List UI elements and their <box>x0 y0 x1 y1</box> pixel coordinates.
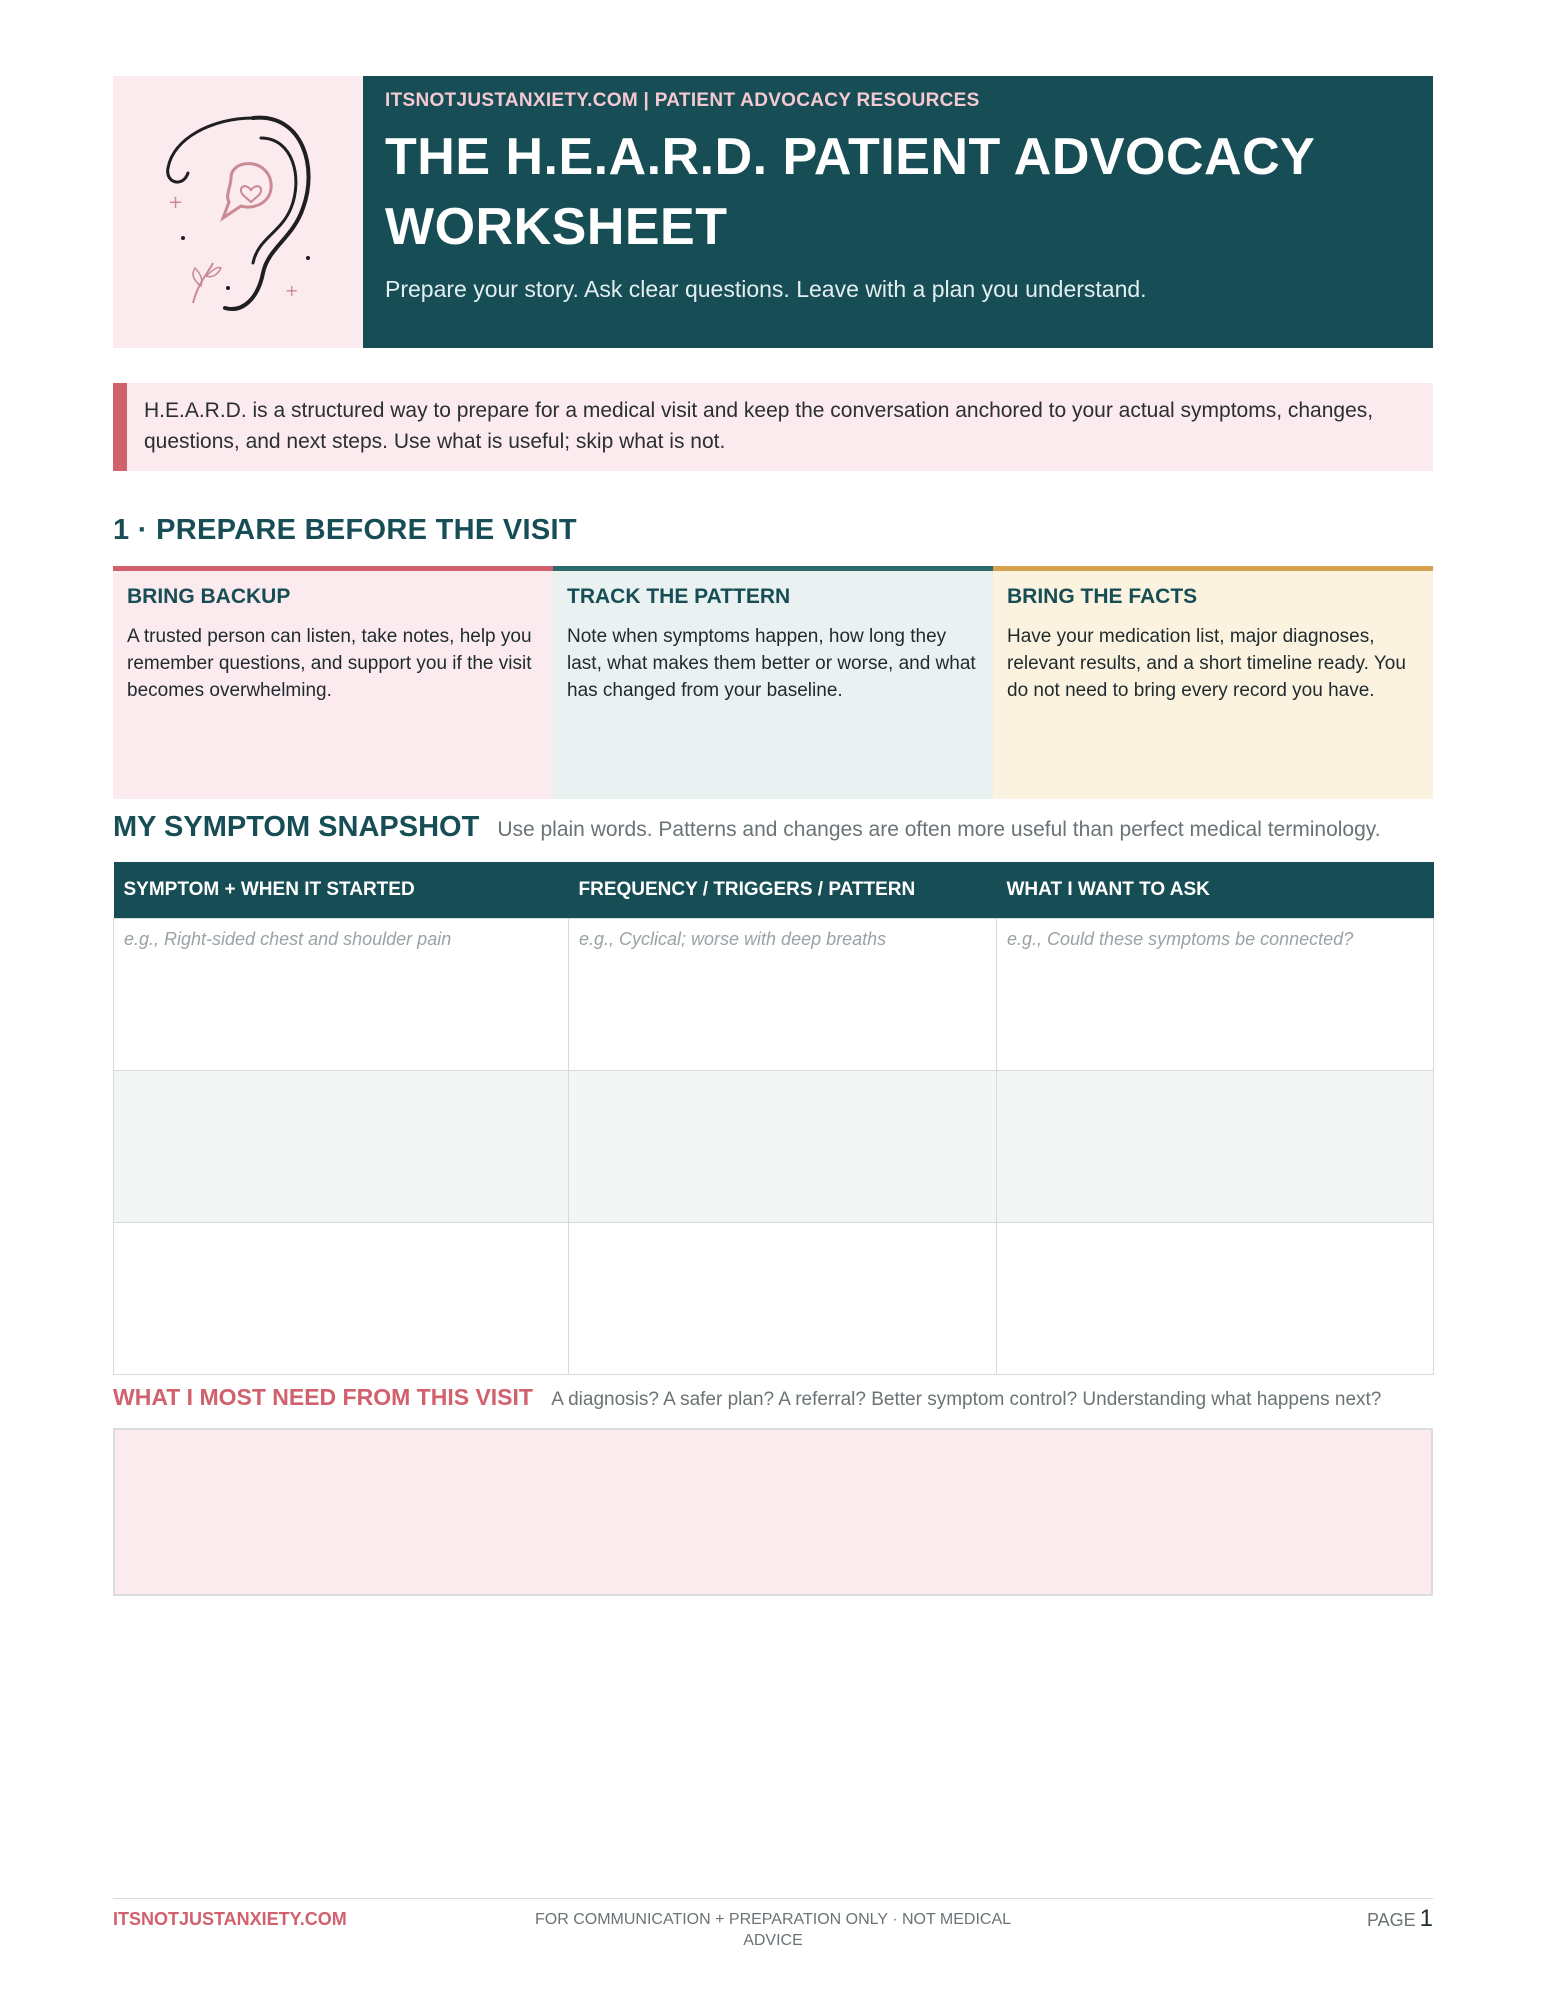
page-number-value: 1 <box>1419 1905 1433 1932</box>
need-title: WHAT I MOST NEED FROM THIS VISIT <box>113 1384 533 1410</box>
question-cell[interactable] <box>997 1071 1434 1223</box>
pattern-cell[interactable]: e.g., Cyclical; worse with deep breaths <box>569 919 997 1071</box>
worksheet-page <box>113 76 1433 1596</box>
page-subtitle: Prepare your story. Ask clear questions. Leave with a plan you understand. <box>385 276 1147 302</box>
title-panel <box>363 76 1433 348</box>
symptom-cell[interactable] <box>114 1223 569 1375</box>
card-text: Have your medication list, major diagnoses, relevant results, and a short timeline ready. You do not need to bring every record you have. <box>1007 626 1406 701</box>
section-heading-prepare: 1 · PREPARE BEFORE THE VISIT <box>113 514 577 546</box>
symptom-table <box>113 862 1434 1375</box>
svg-text:+: + <box>285 281 299 300</box>
brand-line: ITSNOTJUSTANXIETY.COM | PATIENT ADVOCACY RESOURCES <box>385 90 980 111</box>
table-row <box>114 919 1434 1071</box>
need-input-box[interactable] <box>113 1428 1433 1596</box>
snapshot-title: MY SYMPTOM SNAPSHOT <box>113 811 480 843</box>
logo <box>113 76 363 348</box>
ear-with-heart-speech-bubble-icon <box>153 98 323 328</box>
card-text: Note when symptoms happen, how long they last, what makes them better or worse, and what has changed from your baseline. <box>567 626 976 701</box>
column-header: SYMPTOM + WHEN IT STARTED <box>114 862 569 919</box>
header <box>113 76 1433 348</box>
card-track-pattern <box>553 566 993 799</box>
table-row <box>114 1223 1434 1375</box>
page-number <box>1367 1905 1433 1933</box>
snapshot-header <box>113 811 1433 844</box>
page-label: PAGE <box>1366 1910 1416 1930</box>
symptom-cell[interactable] <box>114 1071 569 1223</box>
question-cell[interactable] <box>997 1223 1434 1375</box>
need-header <box>113 1383 1433 1414</box>
column-header: WHAT I WANT TO ASK <box>997 862 1434 919</box>
card-bring-backup <box>113 566 553 799</box>
intro-callout: H.E.A.R.D. is a structured way to prepare for a medical visit and keep the conversation anchored to your actual symptoms, changes, questions, and next steps. Use what is useful; skip what is not. <box>113 383 1433 471</box>
snapshot-note: Use plain words. Patterns and changes are often more useful than perfect medical terminology. <box>497 818 1381 841</box>
card-title: BRING BACKUP <box>127 585 291 608</box>
card-title: TRACK THE PATTERN <box>567 585 791 608</box>
page-title <box>385 122 1411 262</box>
symptom-cell[interactable]: e.g., Right-sided chest and shoulder pain <box>114 919 569 1071</box>
card-text: A trusted person can listen, take notes, help you remember questions, and support you if the visit becomes overwhelming. <box>127 626 532 701</box>
footer <box>113 1898 1433 1949</box>
prepare-cards <box>113 566 1433 799</box>
title-line-1: THE H.E.A.R.D. PATIENT ADVOCACY <box>385 128 1316 186</box>
svg-text:+: + <box>168 192 184 213</box>
card-bring-facts <box>993 566 1433 799</box>
card-title: BRING THE FACTS <box>1007 585 1198 608</box>
need-note: A diagnosis? A safer plan? A referral? Better symptom control? Understanding what happens next? <box>551 1389 1382 1410</box>
pattern-cell[interactable] <box>569 1071 997 1223</box>
footer-disclaimer: FOR COMMUNICATION + PREPARATION ONLY · NOT MEDICAL ADVICE <box>534 1911 1012 1949</box>
pattern-cell[interactable] <box>569 1223 997 1375</box>
footer-site: ITSNOTJUSTANXIETY.COM <box>113 1909 347 1929</box>
question-cell[interactable]: e.g., Could these symptoms be connected? <box>997 919 1434 1071</box>
table-row <box>114 1071 1434 1223</box>
table-header-row <box>114 862 1434 919</box>
title-line-2: WORKSHEET <box>385 198 728 256</box>
column-header: FREQUENCY / TRIGGERS / PATTERN <box>569 862 997 919</box>
